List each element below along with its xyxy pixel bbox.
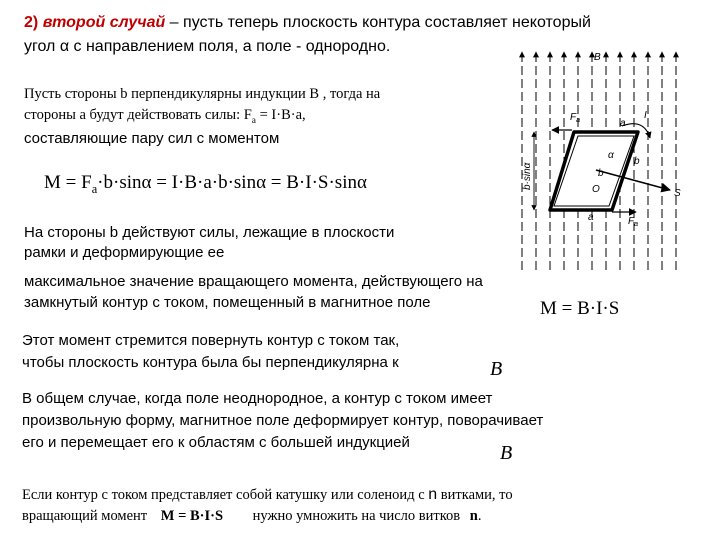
sides-line2-sub: a xyxy=(251,115,256,126)
coil-n: n xyxy=(428,486,438,503)
b-forces-line1: На стороны b действуют силы, лежащие в плоскости xyxy=(24,224,395,241)
case-title: второй случай xyxy=(42,14,166,31)
case-number: 2) xyxy=(24,14,39,31)
sides-line1: Пусть стороны b перпендикулярны индукции B , тогда на xyxy=(24,86,381,102)
label-alpha: α xyxy=(608,150,614,161)
general-line1: В общем случае, когда поле неоднородное, а контур с током имеет xyxy=(22,390,493,407)
coil-line1-a: Если контур с током представляет собой катушку или соленоид с xyxy=(22,487,429,503)
sides-line3: составляющие пару сил с моментом xyxy=(24,130,280,147)
label-Fa-bottom: $F_a$ xyxy=(628,216,639,228)
general-line3: его и перемещает его к областям с большей индукцией xyxy=(22,434,410,451)
general-line2: произвольную форму, магнитное поле деформирует контур, поворачивает xyxy=(22,412,544,429)
rotate-line2: чтобы плоскость контура была бы перпендикулярна к xyxy=(22,354,399,371)
coil-line2-a: вращающий момент xyxy=(22,508,151,524)
label-a-bottom: a xyxy=(588,212,594,223)
general-symbol-b: B xyxy=(500,442,513,464)
label-Fa-top: $F_a$ xyxy=(570,112,581,124)
current-loop xyxy=(550,132,638,210)
moment-formula xyxy=(44,172,367,197)
label-I: I xyxy=(644,110,647,121)
label-bsin: b·sinα xyxy=(522,162,533,190)
sides-line2-a: стороны a будут действовать силы: F xyxy=(24,107,252,123)
coil-n-end: n xyxy=(469,508,478,524)
rotate-symbol-b: B xyxy=(490,358,503,380)
sides-line2-b: = I·B·a, xyxy=(255,107,306,123)
label-b-left: b xyxy=(598,168,604,179)
coil-line2-b: нужно умножить на число витков xyxy=(252,508,464,524)
coil-line1 xyxy=(22,484,513,506)
coil-period: . xyxy=(477,508,482,524)
moment-formula-a: M = F xyxy=(44,172,92,193)
coil-formula: M = B·I·S xyxy=(160,508,224,524)
moment-formula-b: ·b·sinα = I·B·a·b·sinα = B·I·S·sinα xyxy=(97,172,367,193)
label-a-top: a xyxy=(620,118,626,129)
label-b-right: b xyxy=(634,156,640,167)
label-B: B xyxy=(594,52,601,63)
coil-line1-b: витками, то xyxy=(437,487,513,503)
label-S: S xyxy=(674,188,681,199)
case-text: – пусть теперь плоскость контура составляет некоторый xyxy=(165,14,591,31)
b-forces-line2: рамки и деформирующие ее xyxy=(24,244,225,261)
coil-line2 xyxy=(22,506,481,527)
rotate-line1: Этот момент стремится повернуть контур с током так, xyxy=(22,332,400,349)
max-moment-line1: максимальное значение вращающего момента, действующего на xyxy=(24,273,483,290)
current-loop-diagram xyxy=(512,40,712,280)
moment-formula-sub: a xyxy=(91,181,98,196)
max-moment-formula: M = B·I·S xyxy=(540,298,620,319)
case-heading-line1 xyxy=(24,12,591,34)
case-heading-line2: угол α с направлением поля, а поле - однородно. xyxy=(24,38,391,55)
max-moment-line2: замкнутый контур с током, помещенный в магнитное поле xyxy=(24,294,431,311)
label-O: O xyxy=(592,184,600,195)
